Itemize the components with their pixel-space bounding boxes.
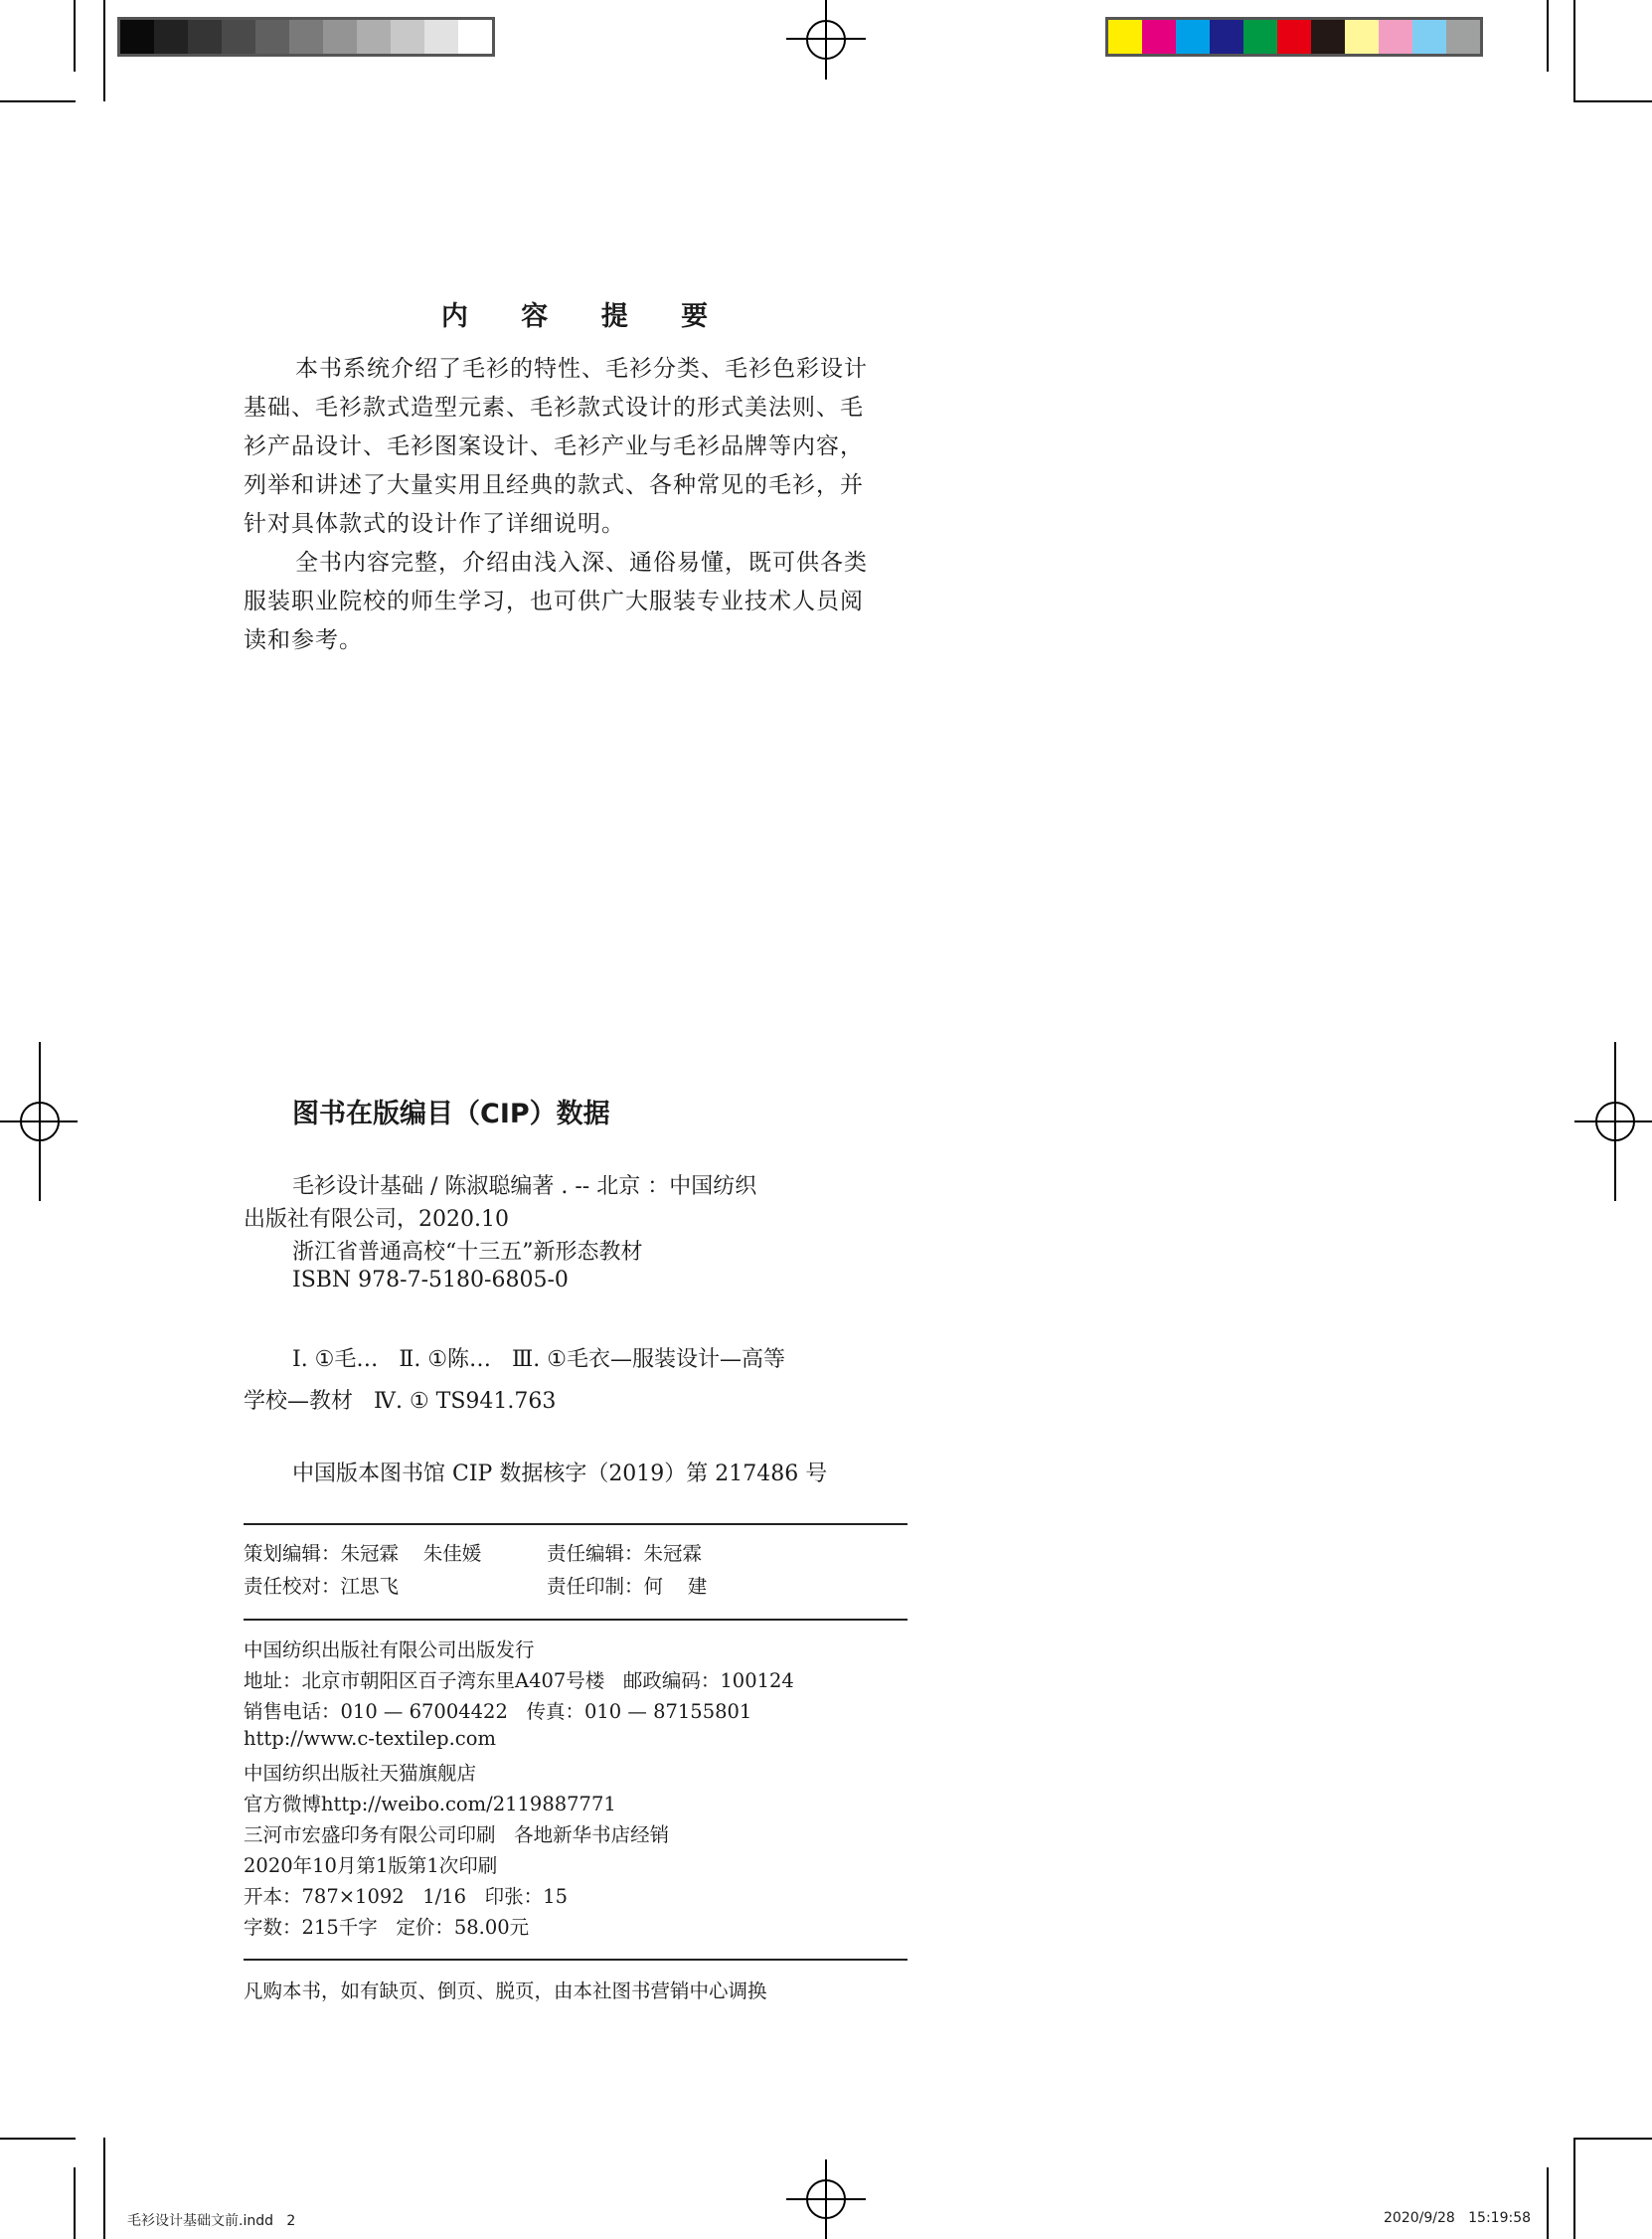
crop-mark [1573,100,1652,102]
cip-line: 出版社有限公司，2020.10 [244,1207,509,1232]
color-swatch [120,20,154,54]
color-swatch [1210,20,1243,54]
cip-line: 中国版本图书馆 CIP 数据核字（2019）第 217486 号 [292,1462,828,1486]
publisher-line: 地址：北京市朝阳区百子湾东里A407号楼 邮政编码：100124 [244,1669,794,1692]
process-color-bar [1105,17,1483,57]
publisher-line: 2020年10月第1版第1次印刷 [244,1854,498,1877]
text-line: 针对具体款式的设计作了详细说明。 [244,511,625,537]
planning-editor: 策划编辑：朱冠霖 朱佳媛 [244,1542,482,1565]
cip-line: 学校—教材 Ⅳ. ① TS941.763 [244,1389,557,1414]
crop-mark [103,0,105,101]
crop-mark [1547,2167,1549,2239]
color-swatch [1311,20,1345,54]
summary-title: 内 容 提 要 [440,301,731,332]
cip-line: 浙江省普通高校“十三五”新形态教材 [292,1240,643,1265]
text-line: 基础、毛衫款式造型元素、毛衫款式设计的形式美法则、毛 [244,395,864,421]
slug-filename: 毛衫设计基础文前.indd 2 [127,2213,296,2229]
color-swatch [1412,20,1446,54]
text-line: 全书内容完整，介绍由浅入深、通俗易懂，既可供各类 [295,550,868,576]
color-swatch [424,20,458,54]
publisher-line: 中国纺织出版社有限公司出版发行 [244,1638,535,1661]
crop-mark [74,2167,76,2239]
cip-line: Ⅰ. ①毛… Ⅱ. ①陈… Ⅲ. ①毛衣—服装设计—高等 [292,1347,785,1372]
color-swatch [222,20,255,54]
publisher-line: 销售电话：010 — 67004422 传真：010 — 87155801 [244,1700,752,1723]
registration-mark-top [786,0,866,80]
proofreader: 责任校对：江思飞 [244,1575,400,1598]
publisher-line: 字数：215千字 定价：58.00元 [244,1916,530,1939]
slug-timestamp: 2020/9/28 15:19:58 [1384,2210,1532,2226]
registration-mark-left [0,1082,78,1161]
color-swatch [1277,20,1311,54]
color-swatch [289,20,323,54]
crop-mark [0,100,76,102]
color-swatch [458,20,492,54]
summary-paragraph-2 [244,544,908,660]
color-swatch [357,20,391,54]
publisher-line: http://www.c-textilep.com [244,1727,496,1750]
divider [244,1523,908,1525]
color-swatch [188,20,222,54]
cip-line: 毛衫设计基础 / 陈淑聪编著 . -- 北京 ：中国纺织 [292,1174,757,1199]
crop-mark [103,2138,105,2239]
color-swatch [255,20,289,54]
color-swatch [1108,20,1142,54]
crop-mark [1573,2138,1575,2239]
registration-mark-bottom [786,2159,866,2239]
text-line: 读和参考。 [244,627,363,653]
publisher-line: 开本：787×1092 1/16 印张：15 [244,1885,568,1908]
text-line: 本书系统介绍了毛衫的特性、毛衫分类、毛衫色彩设计 [295,356,868,382]
text-line: 列举和讲述了大量实用且经典的款式、各种常见的毛衫，并 [244,472,864,498]
publisher-line: 三河市宏盛印务有限公司印刷 各地新华书店经销 [244,1823,670,1846]
summary-paragraph-1 [244,350,908,544]
color-swatch [1142,20,1176,54]
color-swatch [391,20,424,54]
divider [244,1959,908,1961]
publisher-line: 官方微博http://weibo.com/2119887771 [244,1793,616,1815]
text-line: 服装职业院校的师生学习，也可供广大服装专业技术人员阅 [244,589,864,614]
cip-heading: 图书在版编目（CIP）数据 [292,1099,610,1129]
crop-mark [0,2138,76,2140]
crop-mark [1547,0,1549,72]
color-swatch [323,20,357,54]
color-swatch [154,20,188,54]
color-swatch [1379,20,1412,54]
crop-mark [1573,0,1575,101]
publisher-line: 中国纺织出版社天猫旗舰店 [244,1762,477,1785]
color-swatch [1176,20,1210,54]
crop-mark [74,0,76,72]
color-swatch [1243,20,1277,54]
print-supervisor: 责任印制：何 建 [547,1575,708,1598]
grayscale-color-bar [117,17,495,57]
divider [244,1619,908,1621]
color-swatch [1446,20,1480,54]
text-line: 衫产品设计、毛衫图案设计、毛衫产业与毛衫品牌等内容， [244,433,864,459]
color-swatch [1345,20,1379,54]
cip-line: ISBN 978-7-5180-6805-0 [292,1268,569,1292]
crop-mark [1573,2138,1652,2140]
registration-mark-right [1574,1082,1652,1161]
responsible-editor: 责任编辑：朱冠霖 [547,1542,703,1565]
return-notice: 凡购本书，如有缺页、倒页、脱页，由本社图书营销中心调换 [244,1980,767,2002]
